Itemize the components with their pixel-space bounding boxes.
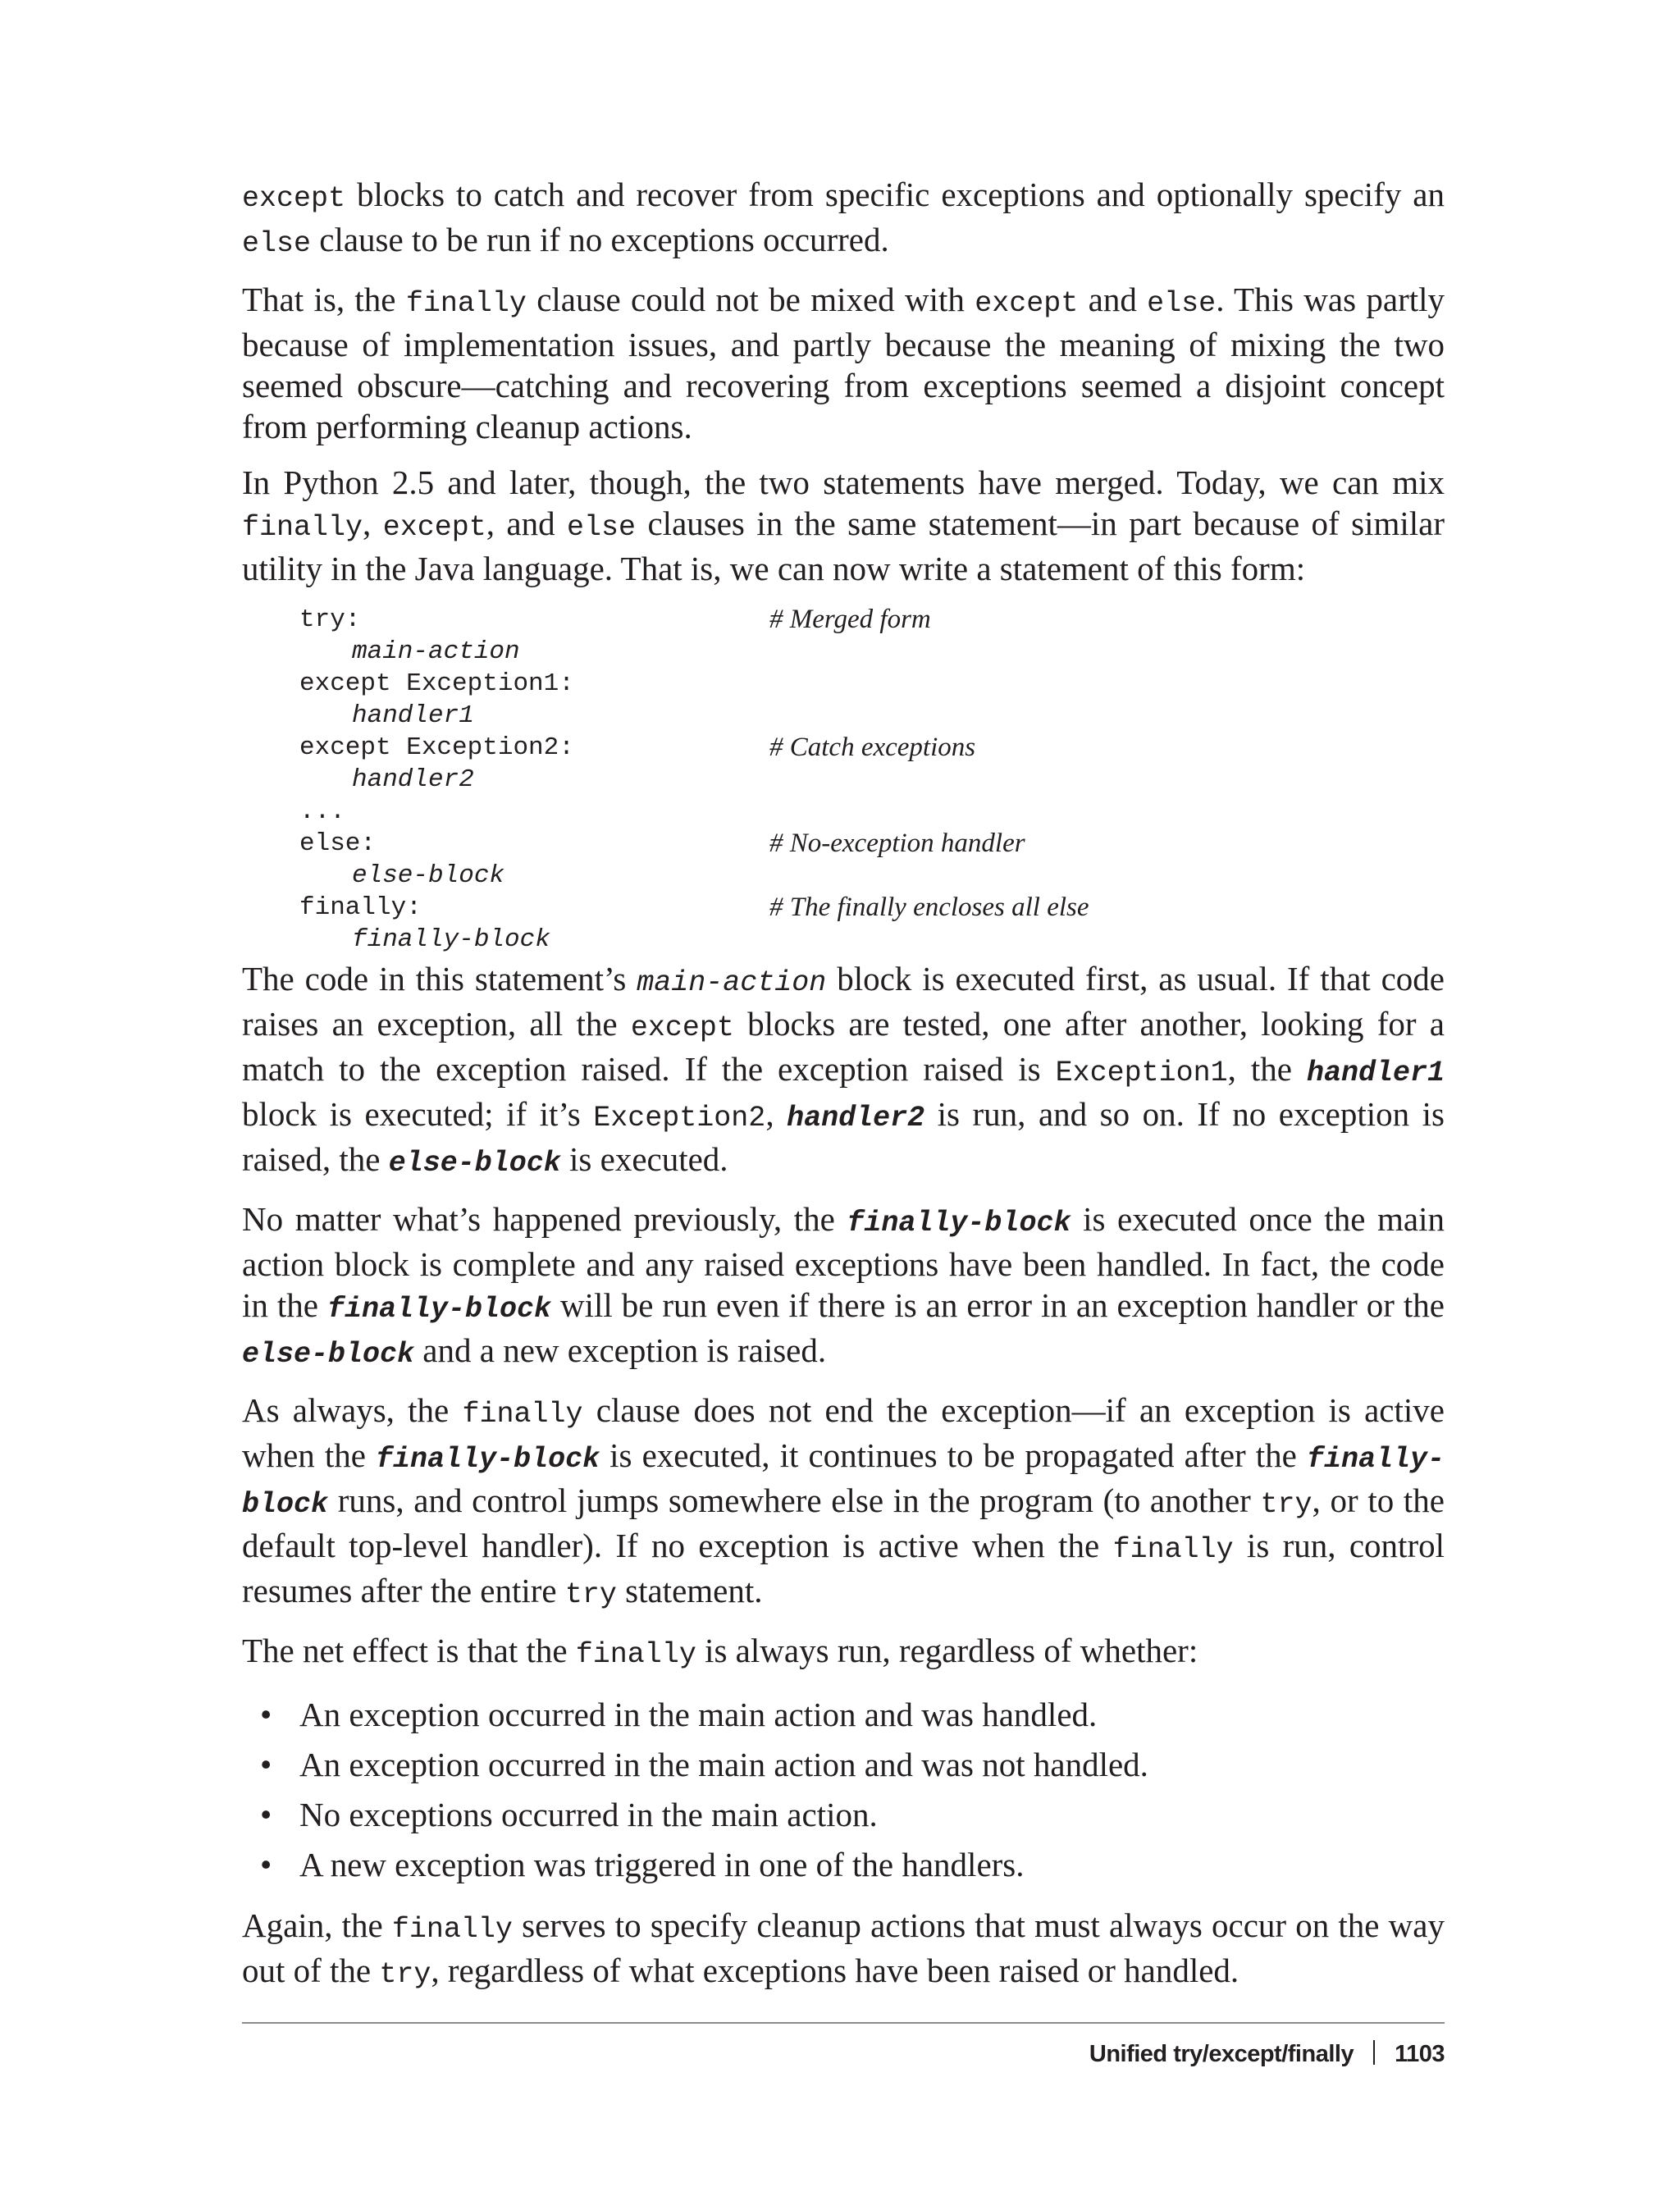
- code-line: except Exception2: # Catch exceptions: [299, 733, 976, 762]
- list-item: • A new exception was triggered in one of the handlers.: [299, 1840, 1445, 1890]
- bullet-icon: •: [260, 1746, 272, 1783]
- page-body: [242, 174, 1445, 2010]
- running-section-title: Unified try/except/finally: [1089, 2041, 1354, 2067]
- paragraph-7: The net effect is that the finally is always run, regardless of whether:: [242, 1632, 1198, 1671]
- code-line: else: # No-exception handler: [299, 829, 1025, 858]
- page-number: 1103: [1395, 2041, 1445, 2067]
- code-comment: # Merged form: [769, 605, 931, 634]
- page-footer: [1089, 2029, 1445, 2079]
- list-item: • An exception occurred in the main action and was handled.: [299, 1690, 1445, 1740]
- list-item: • No exceptions occurred in the main action.: [299, 1790, 1445, 1840]
- paragraph-5: No matter what’s happened previously, the finally-block is executed once the main action block is complete and any raised exceptions have been handled. In fact, the code in the finally-block will be run even if there is an error in an exception handler or the else-block and a new exception is raised.: [242, 1200, 1445, 1371]
- code-line: finally: # The finally encloses all else: [299, 892, 1089, 922]
- paragraph-2: That is, the finally clause could not be mixed with except and else. This was partly because of implementation issues, and partly because the meaning of mixing the two seemed obscure—catching and recovering from exceptions seemed a disjoint concept from performing cleanup actions.: [242, 281, 1445, 445]
- code-line: handler2: [352, 765, 474, 794]
- code-block: [242, 604, 1445, 954]
- paragraph-3: In Python 2.5 and later, though, the two statements have merged. Today, we can mix finally, except, and else clauses in the same statement—in part because of similar utility in the Java language. That is, we can now write a statement of this form:: [242, 463, 1445, 587]
- footer-separator: [1373, 2040, 1375, 2065]
- footer-divider: [242, 2022, 1445, 2024]
- code-comment: # Catch exceptions: [769, 733, 976, 762]
- code-comment: # No-exception handler: [769, 829, 1025, 858]
- code-line: finally-block: [352, 925, 550, 954]
- code-line: try: # Merged form: [299, 605, 931, 634]
- code-comment: # The finally encloses all else: [769, 892, 1089, 922]
- paragraph-6: As always, the finally clause does not end the exception—if an exception is active when the finally-block is executed, it continues to be propagated after the finally-block runs, and control jumps somewhere else in the program (to another try, or to the default top-level handler). If no exception is active when the finally is run, control resumes after the entire try statement.: [242, 1391, 1445, 1611]
- paragraph-1: except blocks to catch and recover from specific exceptions and optionally specify an else clause to be run if no exceptions occurred.: [242, 176, 1445, 260]
- code-line: except Exception1:: [299, 669, 574, 698]
- bullet-icon: •: [260, 1846, 272, 1883]
- code-line: ...: [299, 797, 345, 826]
- bullet-icon: •: [260, 1796, 272, 1833]
- bullet-list: [242, 1690, 1445, 1890]
- code-line: handler1: [352, 701, 474, 730]
- list-item: • An exception occurred in the main action and was not handled.: [299, 1740, 1445, 1790]
- code-line: main-action: [352, 637, 520, 666]
- code-line: else-block: [352, 861, 505, 890]
- paragraph-8: Again, the finally serves to specify cleanup actions that must always occur on the way out of the try, regardless of what exceptions have been raised or handled.: [242, 1906, 1445, 1991]
- bullet-icon: •: [260, 1696, 272, 1733]
- paragraph-4: The code in this statement’s main-action block is executed first, as usual. If that code raises an exception, all the except blocks are tested, one after another, looking for a match to the exception raised. If the exception raised is Exception1, the handler1 block is executed; if it’s Exception2, handler2 is run, and so on. If no exception is raised, the else-block is executed.: [242, 960, 1445, 1180]
